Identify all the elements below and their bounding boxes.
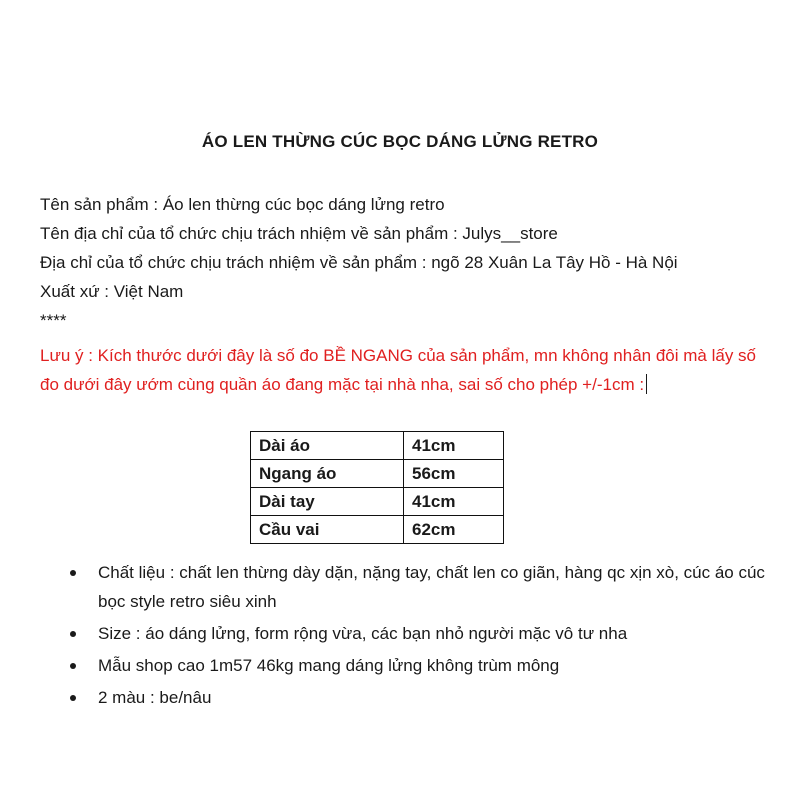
size-value: 41cm <box>404 488 504 516</box>
responsible-address-line: Địa chỉ của tổ chức chịu trách nhiệm về sản phẩm : ngõ 28 Xuân La Tây Hồ - Hà Nội <box>40 253 678 272</box>
list-item <box>60 619 775 648</box>
size-label: Ngang áo <box>251 460 404 488</box>
feature-list <box>60 558 775 715</box>
size-label: Dài tay <box>251 488 404 516</box>
list-item-text: Chất liệu : chất len thừng dày dặn, nặng tay, chất len co giãn, hàng qc xịn xò, cúc áo cúc bọc style retro siêu xinh <box>98 563 765 611</box>
list-item <box>60 558 775 616</box>
page-title: ÁO LEN THỪNG CÚC BỌC DÁNG LỬNG RETRO <box>201 132 599 151</box>
origin-line: Xuất xứ : Việt Nam <box>40 282 184 301</box>
size-note <box>40 341 775 399</box>
size-value: 41cm <box>404 432 504 460</box>
bullet-icon <box>70 570 76 576</box>
size-label: Cầu vai <box>251 516 404 544</box>
bullet-icon <box>70 695 76 701</box>
list-item <box>60 651 775 680</box>
table-row <box>251 516 504 544</box>
product-info <box>40 190 780 335</box>
product-name-line: Tên sản phẩm : Áo len thừng cúc bọc dáng lửng retro <box>40 195 445 214</box>
size-table <box>250 431 504 544</box>
list-item-text: Mẫu shop cao 1m57 46kg mang dáng lửng không trùm mông <box>98 656 560 675</box>
table-row <box>251 488 504 516</box>
responsible-org-line: Tên địa chỉ của tổ chức chịu trách nhiệm về sản phẩm : Julys__store <box>40 224 558 243</box>
size-value: 62cm <box>404 516 504 544</box>
table-row <box>251 460 504 488</box>
size-label: Dài áo <box>251 432 404 460</box>
text-cursor <box>646 374 647 394</box>
list-item <box>60 683 775 712</box>
list-item-text: Size : áo dáng lửng, form rộng vừa, các bạn nhỏ người mặc vô tư nha <box>98 624 628 643</box>
size-value: 56cm <box>404 460 504 488</box>
size-note-text: Lưu ý : Kích thước dưới đây là số đo BỀ NGANG của sản phẩm, mn không nhân đôi mà lấy số đo dưới đây ướm cùng quần áo đang mặc tại nhà nha, sai số cho phép +/-1cm : <box>40 346 757 394</box>
table-row <box>251 432 504 460</box>
bullet-icon <box>70 663 76 669</box>
bullet-icon <box>70 631 76 637</box>
separator-stars: **** <box>40 311 67 330</box>
list-item-text: 2 màu : be/nâu <box>98 688 212 707</box>
